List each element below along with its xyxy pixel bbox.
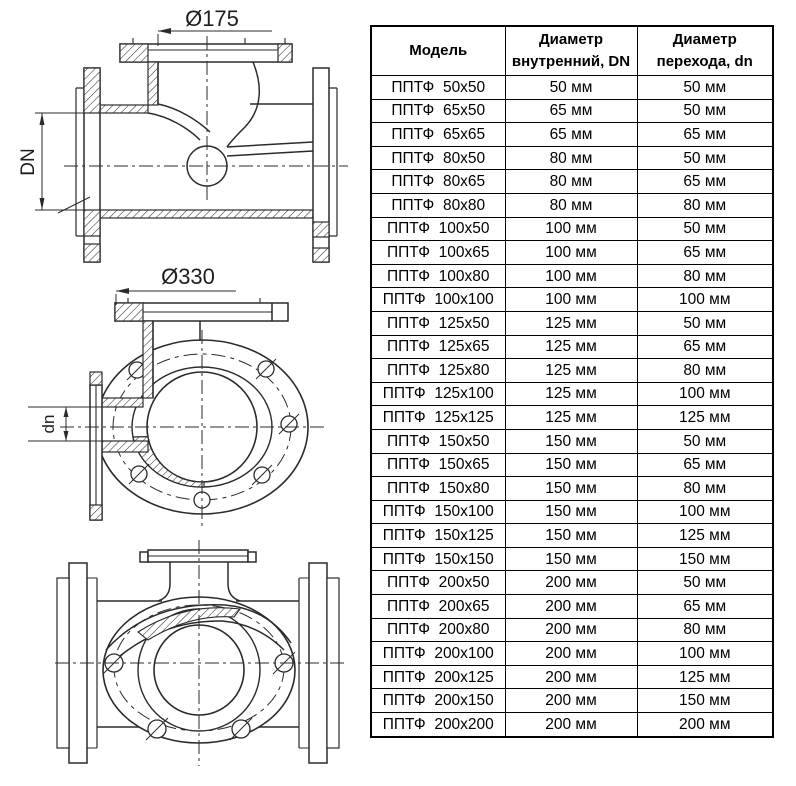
transition-diameter-cell: 65 мм bbox=[637, 453, 773, 477]
column-header-inner-diameter: Диаметр внутренний, DN bbox=[505, 26, 637, 76]
inner-diameter-cell: 80 мм bbox=[505, 146, 637, 170]
model-cell: ППТФ 200х100 bbox=[371, 642, 505, 666]
dim-label-dn-branch: dn bbox=[39, 414, 58, 434]
front-section-view bbox=[18, 6, 348, 262]
model-cell: ППТФ 100х100 bbox=[371, 288, 505, 312]
table-row bbox=[371, 288, 773, 312]
table-row bbox=[371, 642, 773, 666]
transition-diameter-cell: 80 мм bbox=[637, 264, 773, 288]
model-cell: ППТФ 200х150 bbox=[371, 689, 505, 713]
transition-diameter-cell: 125 мм bbox=[637, 524, 773, 548]
table-row bbox=[371, 406, 773, 430]
transition-diameter-cell: 65 мм bbox=[637, 123, 773, 147]
inner-diameter-cell: 65 мм bbox=[505, 99, 637, 123]
table-row bbox=[371, 500, 773, 524]
inner-diameter-cell: 125 мм bbox=[505, 335, 637, 359]
transition-diameter-cell: 50 мм bbox=[637, 217, 773, 241]
table-row bbox=[371, 382, 773, 406]
tee-fitting-drawing bbox=[0, 0, 370, 786]
model-cell: ППТФ 150х80 bbox=[371, 477, 505, 501]
inner-diameter-cell: 100 мм bbox=[505, 217, 637, 241]
inner-diameter-cell: 125 мм bbox=[505, 311, 637, 335]
table-row bbox=[371, 595, 773, 619]
inner-diameter-cell: 150 мм bbox=[505, 524, 637, 548]
table-row bbox=[371, 429, 773, 453]
transition-diameter-cell: 50 мм bbox=[637, 311, 773, 335]
inner-diameter-cell: 200 мм bbox=[505, 595, 637, 619]
transition-diameter-cell: 65 мм bbox=[637, 170, 773, 194]
inner-diameter-cell: 200 мм bbox=[505, 642, 637, 666]
transition-diameter-cell: 125 мм bbox=[637, 406, 773, 430]
transition-diameter-cell: 125 мм bbox=[637, 665, 773, 689]
model-cell: ППТФ 100х80 bbox=[371, 264, 505, 288]
transition-diameter-cell: 100 мм bbox=[637, 500, 773, 524]
transition-diameter-cell: 80 мм bbox=[637, 477, 773, 501]
table-row bbox=[371, 217, 773, 241]
model-cell: ППТФ 200х125 bbox=[371, 665, 505, 689]
transition-diameter-cell: 150 мм bbox=[637, 689, 773, 713]
inner-diameter-cell: 150 мм bbox=[505, 453, 637, 477]
model-cell: ППТФ 50х50 bbox=[371, 76, 505, 100]
table-body bbox=[371, 76, 773, 737]
top-view bbox=[28, 264, 324, 528]
transition-diameter-cell: 100 мм bbox=[637, 642, 773, 666]
transition-diameter-cell: 100 мм bbox=[637, 288, 773, 312]
table-row bbox=[371, 335, 773, 359]
inner-diameter-cell: 200 мм bbox=[505, 713, 637, 737]
transition-diameter-cell: 200 мм bbox=[637, 713, 773, 737]
table-row bbox=[371, 193, 773, 217]
inner-diameter-cell: 150 мм bbox=[505, 477, 637, 501]
table-row bbox=[371, 76, 773, 100]
model-cell: ППТФ 80х50 bbox=[371, 146, 505, 170]
inner-diameter-cell: 50 мм bbox=[505, 76, 637, 100]
transition-diameter-cell: 50 мм bbox=[637, 571, 773, 595]
dim-label-dn: DN bbox=[18, 148, 39, 176]
table-row bbox=[371, 689, 773, 713]
transition-diameter-cell: 65 мм bbox=[637, 335, 773, 359]
table-row bbox=[371, 453, 773, 477]
model-cell: ППТФ 65х65 bbox=[371, 123, 505, 147]
table-row bbox=[371, 547, 773, 571]
table-row bbox=[371, 123, 773, 147]
inner-diameter-cell: 200 мм bbox=[505, 618, 637, 642]
table-row bbox=[371, 99, 773, 123]
transition-diameter-cell: 50 мм bbox=[637, 429, 773, 453]
inner-diameter-cell: 150 мм bbox=[505, 500, 637, 524]
model-cell: ППТФ 100х50 bbox=[371, 217, 505, 241]
inner-diameter-cell: 80 мм bbox=[505, 193, 637, 217]
model-cell: ППТФ 150х100 bbox=[371, 500, 505, 524]
transition-diameter-cell: 65 мм bbox=[637, 595, 773, 619]
model-cell: ППТФ 200х50 bbox=[371, 571, 505, 595]
model-cell: ППТФ 150х150 bbox=[371, 547, 505, 571]
table-row bbox=[371, 241, 773, 265]
model-cell: ППТФ 65х50 bbox=[371, 99, 505, 123]
table-row bbox=[371, 477, 773, 501]
inner-diameter-cell: 200 мм bbox=[505, 665, 637, 689]
inner-diameter-cell: 100 мм bbox=[505, 241, 637, 265]
model-cell: ППТФ 200х65 bbox=[371, 595, 505, 619]
model-cell: ППТФ 150х65 bbox=[371, 453, 505, 477]
model-cell: ППТФ 80х65 bbox=[371, 170, 505, 194]
transition-diameter-cell: 50 мм bbox=[637, 146, 773, 170]
model-cell: ППТФ 100х65 bbox=[371, 241, 505, 265]
inner-diameter-cell: 125 мм bbox=[505, 359, 637, 383]
model-cell: ППТФ 150х125 bbox=[371, 524, 505, 548]
inner-diameter-cell: 150 мм bbox=[505, 547, 637, 571]
spec-table-header bbox=[371, 26, 773, 76]
dim-label-main-flange: Ø330 bbox=[161, 264, 215, 289]
column-header-model: Модель bbox=[371, 26, 505, 76]
transition-diameter-cell: 50 мм bbox=[637, 99, 773, 123]
inner-diameter-cell: 65 мм bbox=[505, 123, 637, 147]
transition-diameter-cell: 80 мм bbox=[637, 618, 773, 642]
dim-dn-main bbox=[35, 113, 90, 213]
transition-diameter-cell: 65 мм bbox=[637, 241, 773, 265]
transition-diameter-cell: 50 мм bbox=[637, 76, 773, 100]
table-row bbox=[371, 359, 773, 383]
inner-diameter-cell: 125 мм bbox=[505, 406, 637, 430]
table-row bbox=[371, 311, 773, 335]
model-cell: ППТФ 125х65 bbox=[371, 335, 505, 359]
inner-diameter-cell: 80 мм bbox=[505, 170, 637, 194]
model-cell: ППТФ 125х50 bbox=[371, 311, 505, 335]
table-row bbox=[371, 264, 773, 288]
table-row bbox=[371, 146, 773, 170]
inner-diameter-cell: 150 мм bbox=[505, 429, 637, 453]
model-cell: ППТФ 125х125 bbox=[371, 406, 505, 430]
spec-table bbox=[370, 25, 774, 738]
inner-diameter-cell: 200 мм bbox=[505, 571, 637, 595]
table-row bbox=[371, 524, 773, 548]
transition-diameter-cell: 100 мм bbox=[637, 382, 773, 406]
table-row bbox=[371, 571, 773, 595]
column-header-transition-diameter: Диаметр перехода, dn bbox=[637, 26, 773, 76]
transition-diameter-cell: 80 мм bbox=[637, 359, 773, 383]
inner-diameter-cell: 100 мм bbox=[505, 264, 637, 288]
transition-diameter-cell: 150 мм bbox=[637, 547, 773, 571]
front-view bbox=[55, 540, 345, 766]
inner-diameter-cell: 125 мм bbox=[505, 382, 637, 406]
model-cell: ППТФ 125х100 bbox=[371, 382, 505, 406]
table-row bbox=[371, 170, 773, 194]
inner-diameter-cell: 100 мм bbox=[505, 288, 637, 312]
model-cell: ППТФ 125х80 bbox=[371, 359, 505, 383]
model-cell: ППТФ 200х80 bbox=[371, 618, 505, 642]
model-cell: ППТФ 80х80 bbox=[371, 193, 505, 217]
model-cell: ППТФ 200х200 bbox=[371, 713, 505, 737]
model-cell: ППТФ 150х50 bbox=[371, 429, 505, 453]
table-row bbox=[371, 618, 773, 642]
transition-diameter-cell: 80 мм bbox=[637, 193, 773, 217]
inner-diameter-cell: 200 мм bbox=[505, 689, 637, 713]
table-row bbox=[371, 713, 773, 737]
table-row bbox=[371, 665, 773, 689]
dim-label-top-flange: Ø175 bbox=[185, 6, 239, 31]
